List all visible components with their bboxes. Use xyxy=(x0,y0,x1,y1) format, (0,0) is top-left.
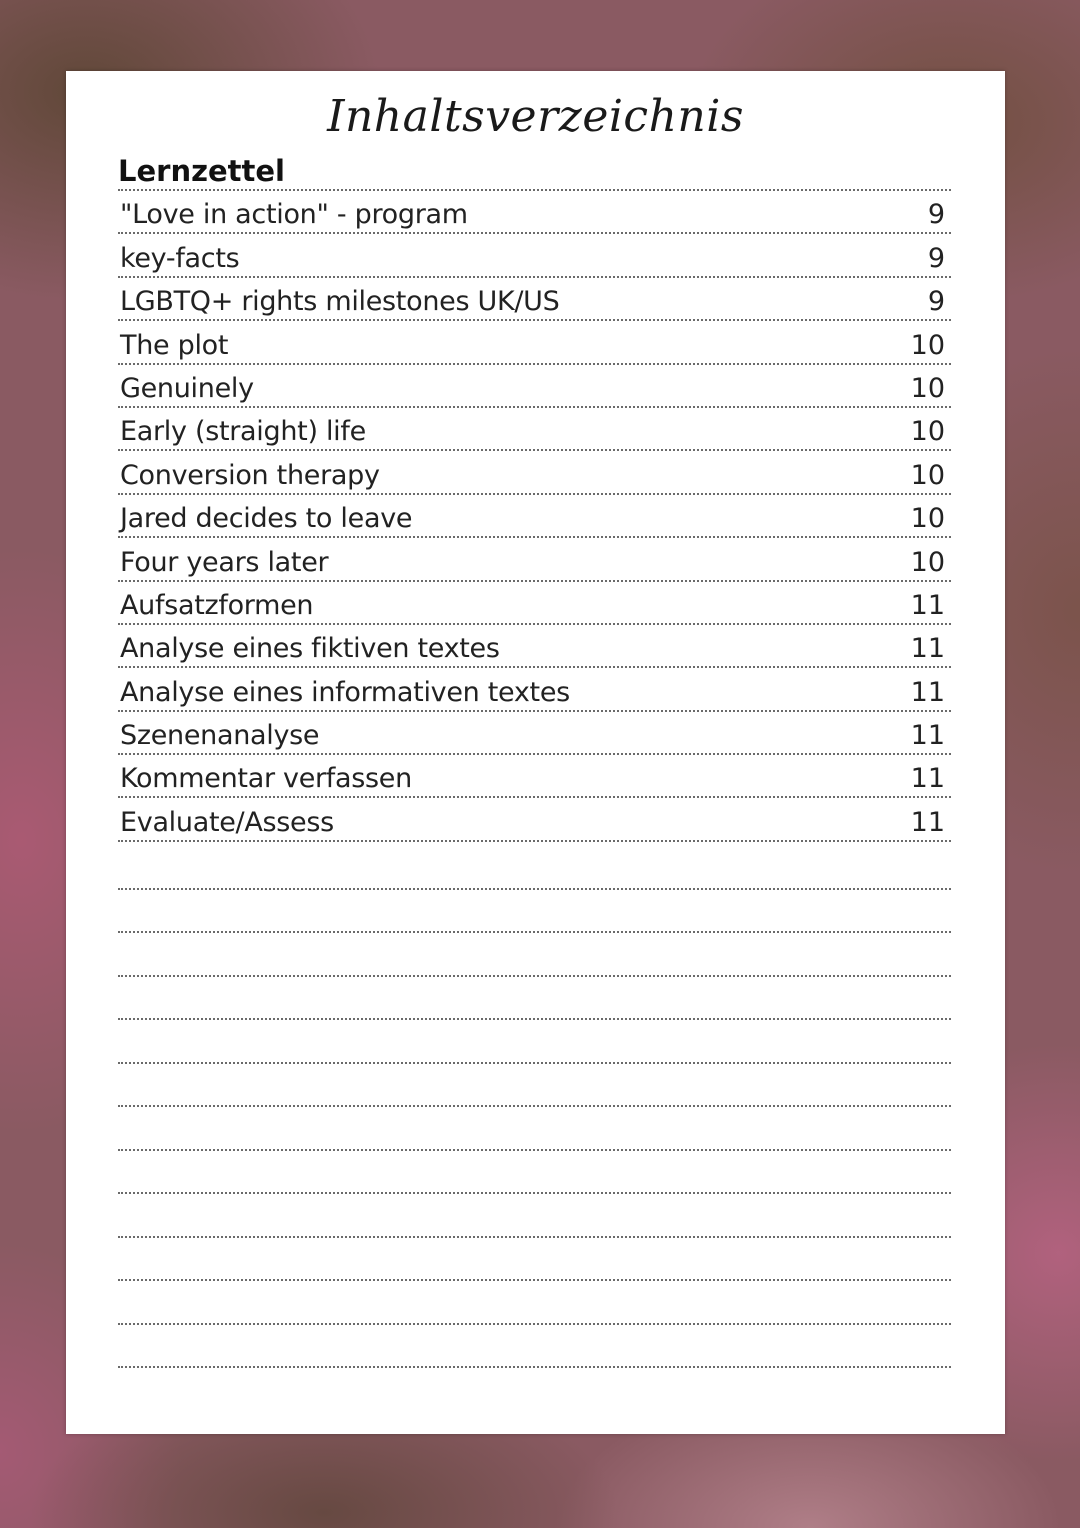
blank-dotted-lines xyxy=(118,846,951,1368)
toc-entry-page: 11 xyxy=(910,720,945,752)
toc-entry xyxy=(118,798,951,841)
dotted-line xyxy=(118,1107,951,1151)
toc-entry-label: "Love in action" - program xyxy=(120,199,468,231)
toc-entry-label: Early (straight) life xyxy=(120,416,366,448)
toc-entry-page: 11 xyxy=(910,589,945,621)
toc-entry-label: Genuinely xyxy=(120,372,254,404)
dotted-line xyxy=(118,1020,951,1064)
toc-entry-label: Analyse eines fiktiven textes xyxy=(120,633,500,665)
toc-entry-label: Four years later xyxy=(120,546,329,578)
dotted-line xyxy=(118,1151,951,1195)
toc-entry xyxy=(118,668,951,711)
toc-entry-label: Jared decides to leave xyxy=(120,503,413,535)
toc-entry-label: Aufsatzformen xyxy=(120,589,314,621)
toc-entry-page: 10 xyxy=(910,329,945,361)
toc-entry-page: 10 xyxy=(910,546,945,578)
toc-entry xyxy=(118,755,951,798)
dotted-line xyxy=(118,846,951,890)
toc-entry xyxy=(118,365,951,408)
dotted-line xyxy=(118,890,951,934)
document-page xyxy=(66,71,1005,1434)
toc-entry xyxy=(118,582,951,625)
toc-entry-label: Conversion therapy xyxy=(120,459,380,491)
toc-entry-page: 11 xyxy=(910,676,945,708)
dotted-line xyxy=(118,1325,951,1369)
toc-section-header xyxy=(118,151,951,191)
toc-entry-page: 9 xyxy=(927,242,945,274)
toc-entry-page: 10 xyxy=(910,459,945,491)
table-of-contents xyxy=(118,151,951,842)
dotted-line xyxy=(118,1194,951,1238)
toc-entry xyxy=(118,451,951,494)
toc-entry-label: The plot xyxy=(120,329,229,361)
dotted-line xyxy=(118,933,951,977)
toc-entry xyxy=(118,625,951,668)
toc-entry-label: key-facts xyxy=(120,242,240,274)
toc-entry xyxy=(118,191,951,234)
toc-entry-label: LGBTQ+ rights milestones UK/US xyxy=(120,286,560,318)
toc-entry-page: 11 xyxy=(910,806,945,838)
toc-entry xyxy=(118,408,951,451)
dotted-line xyxy=(118,1281,951,1325)
toc-entry xyxy=(118,321,951,364)
dotted-line xyxy=(118,977,951,1021)
toc-entry xyxy=(118,278,951,321)
toc-entry-page: 10 xyxy=(910,416,945,448)
toc-entry-page: 10 xyxy=(910,503,945,535)
dotted-line xyxy=(118,1064,951,1108)
section-label: Lernzettel xyxy=(118,154,285,188)
toc-entry-page: 10 xyxy=(910,372,945,404)
toc-entry xyxy=(118,712,951,755)
toc-entry-page: 9 xyxy=(927,286,945,318)
toc-entry-label: Analyse eines informativen textes xyxy=(120,676,570,708)
toc-entry-label: Kommentar verfassen xyxy=(120,763,412,795)
toc-entry-page: 11 xyxy=(910,763,945,795)
toc-entry-page: 9 xyxy=(927,199,945,231)
dotted-line xyxy=(118,1238,951,1282)
toc-entry-label: Szenenanalyse xyxy=(120,720,320,752)
toc-entry-label: Evaluate/Assess xyxy=(120,806,334,838)
toc-entry xyxy=(118,495,951,538)
page-title: Inhaltsverzeichnis xyxy=(327,91,744,142)
toc-entry-page: 11 xyxy=(910,633,945,665)
toc-entry xyxy=(118,234,951,277)
toc-entry xyxy=(118,538,951,581)
